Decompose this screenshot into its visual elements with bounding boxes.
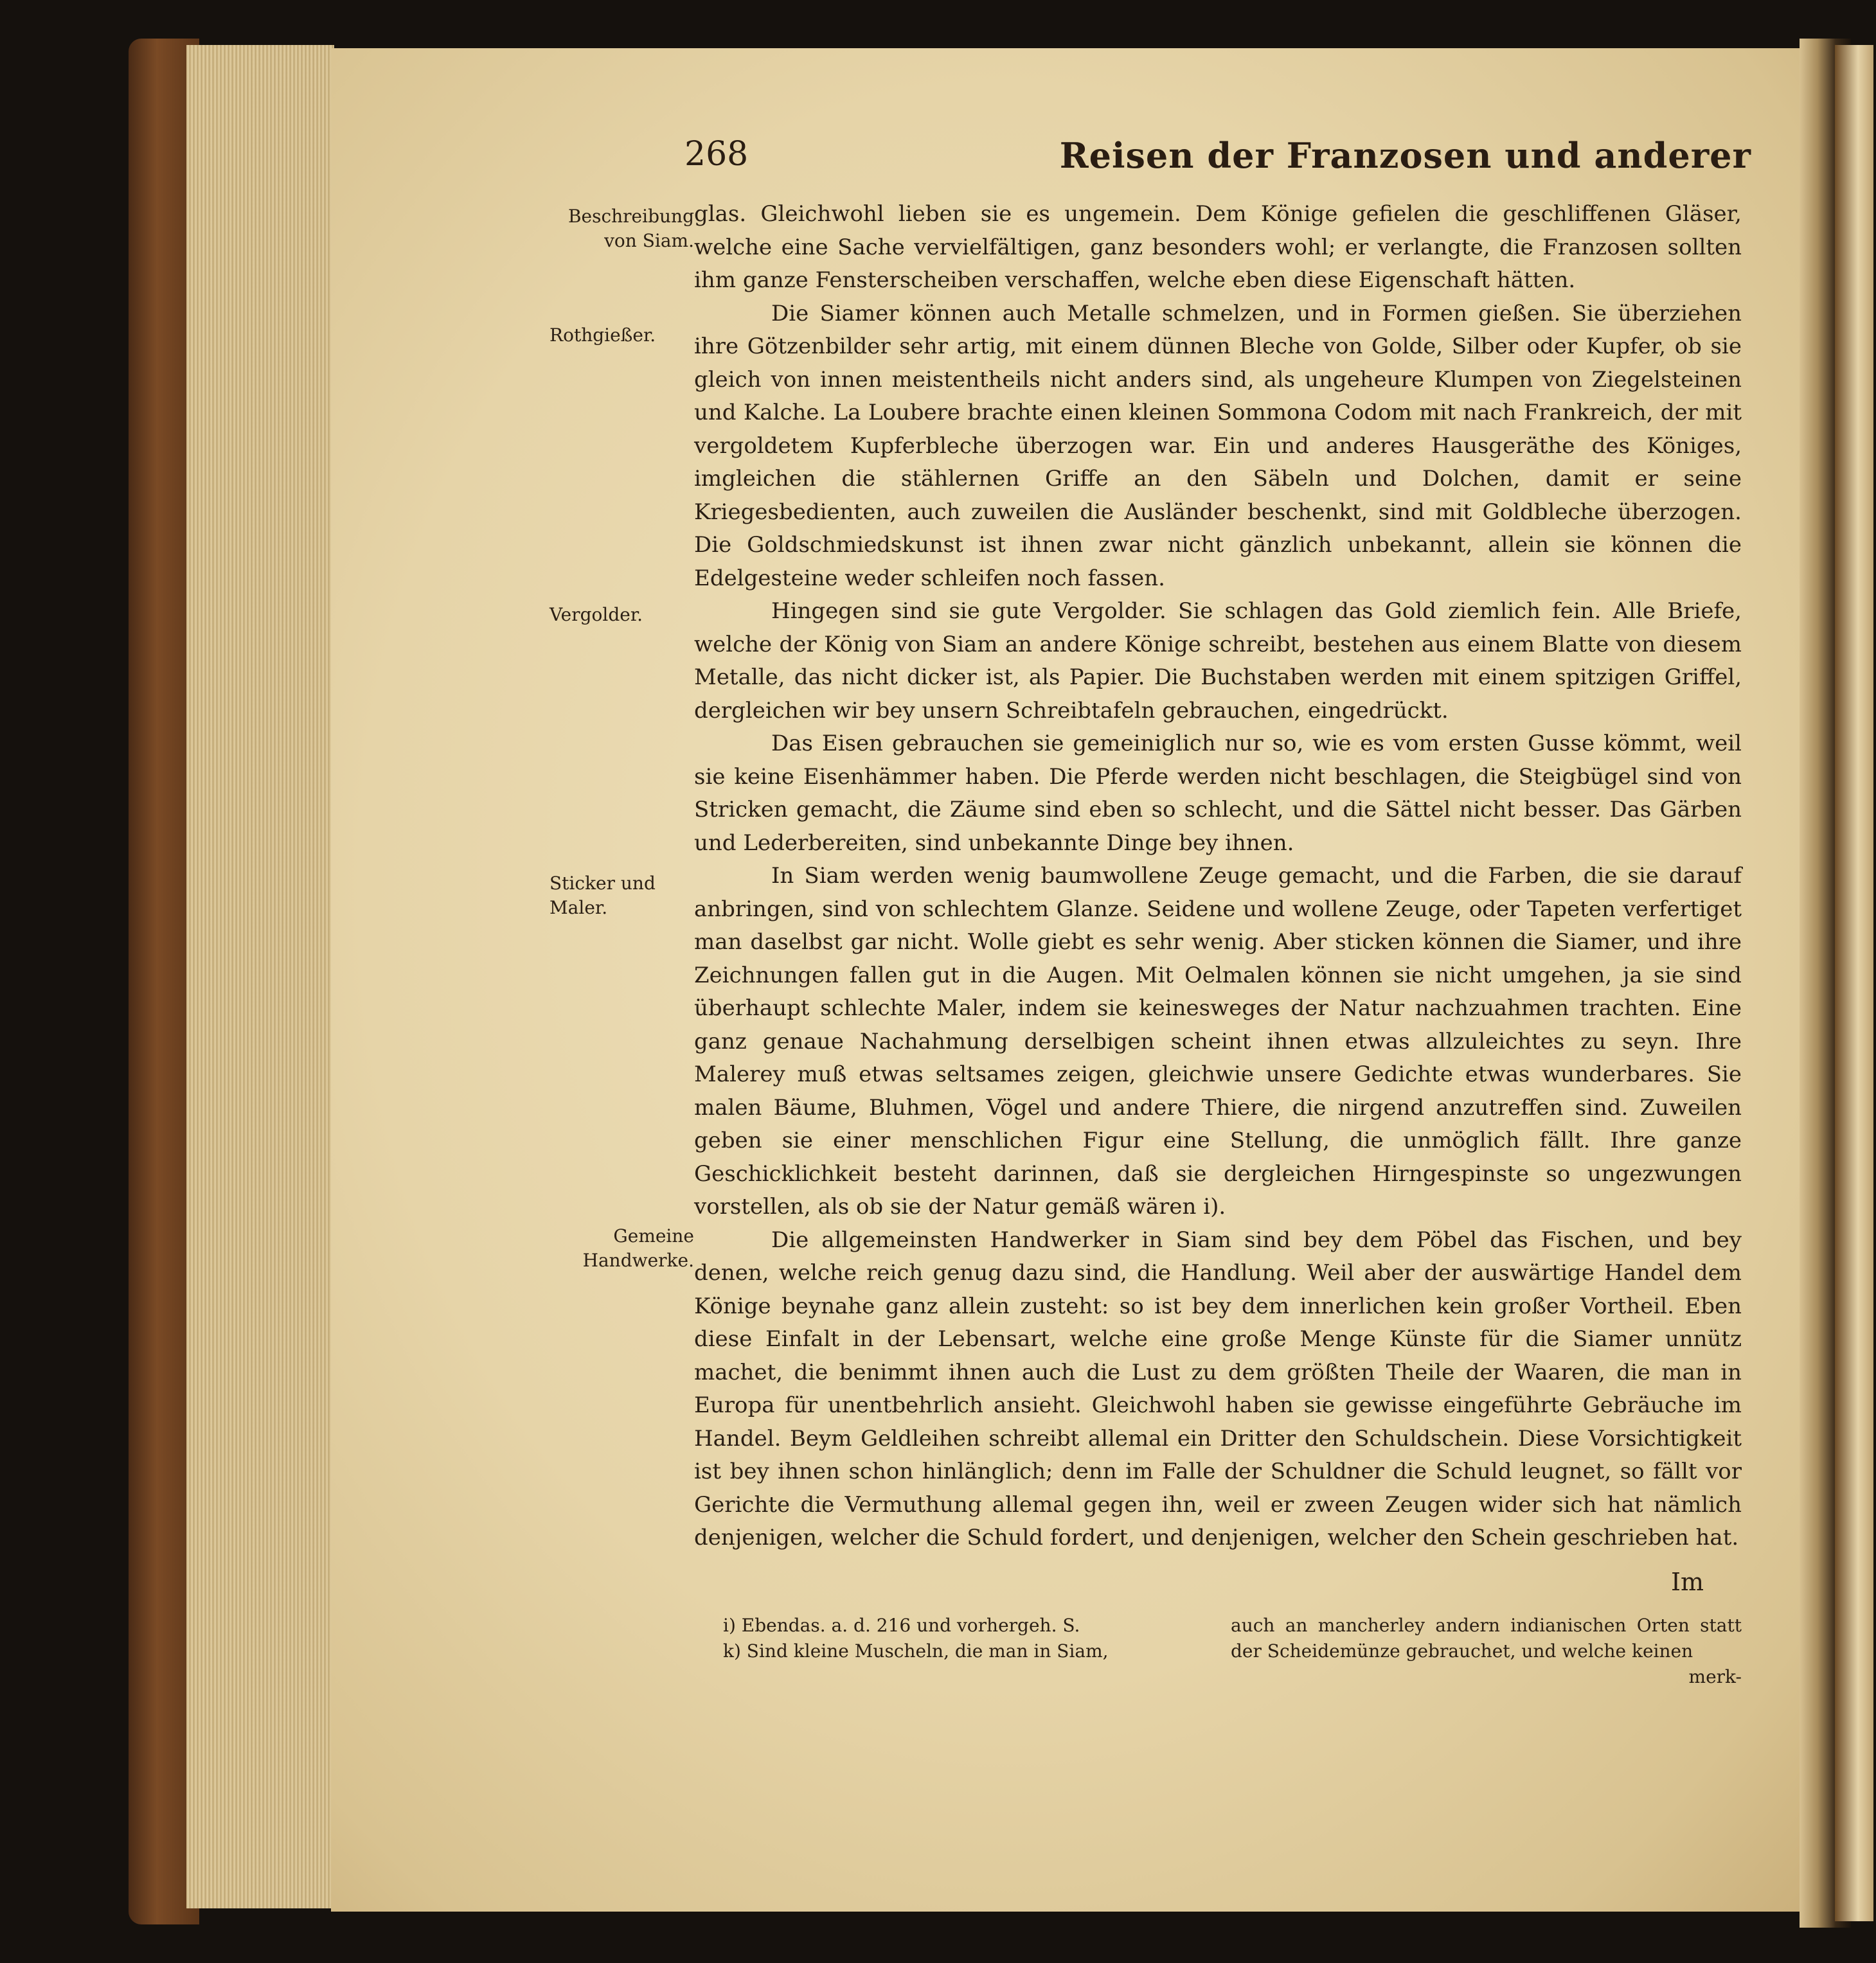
footnote-i: i) Ebendas. a. d. 216 und vorhergeh. S.	[723, 1615, 1080, 1636]
footnote-k-continued: auch an mancherley andern indianischen Orten statt der Scheidemünze gebrauchet, und welche keinen	[1231, 1615, 1742, 1662]
footnote-k: k) Sind kleine Muscheln, die man in Siam,	[723, 1640, 1109, 1662]
running-head: Reisen der Franzosen und anderer	[1059, 135, 1751, 176]
paragraph: In Siam werden wenig baumwollene Zeuge gemacht, und die Farben, die sie darauf anbringen, sind von schlechtem Glanze. Seidene und wollene Zeuge, oder Tapeten verfertiget man daselbst gar nicht. Wolle giebt es sehr wenig. Aber sticken können die Siamer, und ihre Zeichnungen fallen gut in die Augen. Mit Oelmalen können sie nicht umgehen, ja sie sind überhaupt schlechte Maler, indem sie keinesweges der Natur nachzuahmen trachten. Eine ganz genaue Nachahmung derselbigen scheint ihnen etwas allzuleichtes zu seyn. Ihre Malerey muß etwas seltsames zeigen, gleichwie unsere Gedichte etwas wunderbares. Sie malen Bäume, Bluhmen, Vögel und andere Thiere, die nirgend anzutreffen sind. Zuweilen geben sie einer menschlichen Figur eine Stellung, die unmöglich fällt. Ihre ganze Geschicklichkeit besteht darinnen, daß sie dergleichen Hirngespinste so ungezwungen vorstellen, als ob sie der Natur gemäß wären i).	[694, 863, 1742, 1220]
page-number: 268	[684, 135, 749, 173]
catchword: Im	[1671, 1568, 1704, 1596]
paragraph: glas. Gleichwohl lieben sie es ungemein. Dem Könige gefielen die geschliffenen Gläser, welche eine Sache vervielfältigen, ganz besonders wohl; er verlangte, die Franzosen sollten ihm ganze Fensterscheiben verschaffen, welche eben diese Eigenschaft hätten.	[694, 201, 1742, 293]
sidenote-handwerke: Gemeine Handwerke.	[582, 1225, 694, 1271]
page-header	[684, 135, 1751, 180]
main-text	[694, 198, 1742, 1555]
footnote-column-right	[1231, 1613, 1742, 1690]
footnote-catchword: merk-	[1688, 1666, 1742, 1687]
paragraph: Das Eisen gebrauchen sie gemeiniglich nur so, wie es vom ersten Gusse kömmt, weil sie keine Eisenhämmer haben. Die Pferde werden nicht beschlagen, die Steigbügel sind von Stricken gemacht, die Zäume sind eben so schlecht, und die Sättel nicht besser. Das Gärben und Lederbereiten, sind unbekannte Dinge bey ihnen.	[694, 731, 1742, 856]
footnote-column-left	[723, 1613, 1211, 1664]
footnotes	[723, 1613, 1742, 1722]
sidenote-beschreibung: Beschreibung von Siam.	[567, 206, 694, 251]
paragraph: Hingegen sind sie gute Vergolder. Sie schlagen das Gold ziemlich fein. Alle Briefe, welche der König von Siam an andere Könige schreibt, bestehen aus einem Blatte von diesem Metalle, das nicht dicker ist, als Papier. Die Buchstaben werden mit einem spitzigen Griffel, dergleichen wir bey unsern Schreibtafeln gebrauchen, eingedrückt.	[694, 598, 1742, 724]
paragraph: Die Siamer können auch Metalle schmelzen, und in Formen gießen. Sie überziehen ihre Götzenbilder sehr artig, mit einem dünnen Bleche von Golde, Silber oder Kupfer, ob sie gleich von innen meistentheils nicht anders sind, als ungeheure Klumpen von Ziegelsteinen und Kalche. La Loubere brachte einen kleinen Sommona Codom mit nach Frankreich, der mit vergoldetem Kupferbleche überzogen war. Ein und anderes Hausgeräthe des Königes, imgleichen die stählernen Griffe an den Säbeln und Dolchen, damit er seine Kriegesbedienten, auch zuweilen die Ausländer beschenkt, sind mit Goldbleche überzogen. Die Goldschmiedskunst ist ihnen zwar nicht gänzlich unbekannt, allein sie können die Edelgesteine weder schleifen noch fassen.	[694, 300, 1742, 591]
page-edges	[186, 45, 334, 1908]
facing-page-edge	[1835, 45, 1873, 1921]
sidenote-sticker-maler: Sticker und Maler.	[549, 873, 656, 918]
paragraph: Die allgemeinsten Handwerker in Siam sind bey dem Pöbel das Fischen, und bey denen, welche reich genug dazu sind, die Handlung. Weil aber der auswärtige Handel dem Könige beynahe ganz allein zusteht: so ist bey dem innerlichen kein großer Vortheil. Eben diese Einfalt in der Lebensart, welche eine große Menge Künste für die Siamer unnütz machet, die benimmt ihnen auch die Lust zu dem größten Theile der Waaren, die man in Europa für unentbehrlich ansieht. Gleichwohl haben sie gewisse eingeführte Gebräuche im Handel. Beym Geldleihen schreibt allemal ein Dritter den Schuldschein. Diese Vorsichtigkeit ist bey ihnen schon hinlänglich; denn im Falle der Schuldner die Schuld leugnet, so fällt vor Gerichte die Vermuthung allemal gegen ihn, weil er zween Zeugen wider sich hat nämlich denjenigen, welcher die Schuld fordert, und denjenigen, welcher den Schein geschrieben hat.	[694, 1227, 1742, 1550]
sidenote-rothgiesser: Rothgießer.	[549, 324, 656, 346]
sidenote-vergolder: Vergolder.	[549, 604, 643, 625]
